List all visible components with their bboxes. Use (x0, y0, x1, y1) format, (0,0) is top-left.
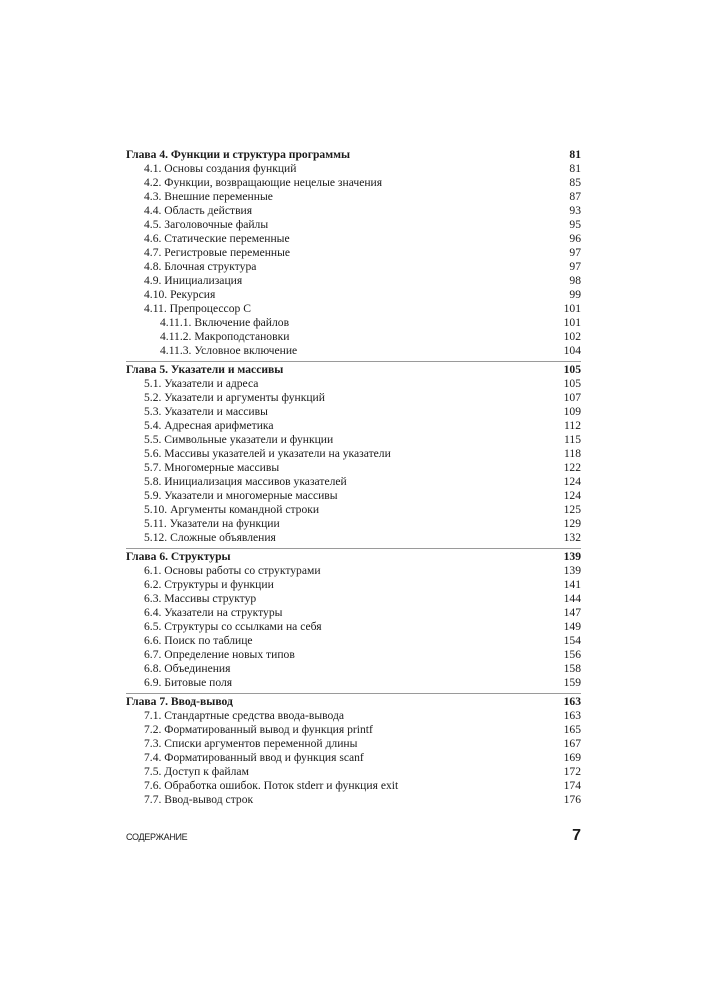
toc-entry (126, 176, 581, 190)
toc-entry-title: 4.11. Препроцессор C (144, 302, 251, 315)
toc-entry-page: 129 (563, 517, 581, 530)
toc-entry (126, 620, 581, 634)
page-number: 7 (572, 827, 581, 844)
toc-entry-title: 5.8. Инициализация массивов указателей (144, 475, 347, 488)
toc-entry-title: 6.8. Объединения (144, 662, 231, 675)
toc-entry (126, 517, 581, 531)
toc-entry-page: 144 (563, 592, 581, 605)
toc-entry-title: 4.5. Заголовочные файлы (144, 218, 269, 231)
toc-entry-title: 4.3. Внешние переменные (144, 190, 273, 203)
toc-entry-title: 5.11. Указатели на функции (144, 517, 280, 530)
toc-entry-page: 109 (563, 405, 581, 418)
toc-entry-page: 104 (563, 344, 581, 357)
toc-entry (126, 433, 581, 447)
toc-entry (126, 779, 581, 793)
toc-entry (126, 391, 581, 405)
toc-entry-title: 5.12. Сложные объявления (144, 531, 276, 544)
toc-entry (126, 246, 581, 260)
table-of-contents (126, 148, 581, 807)
toc-entry-page: 97 (569, 246, 581, 259)
toc-entry-page: 95 (569, 218, 581, 231)
toc-entry-page: 147 (563, 606, 581, 619)
toc-entry (126, 709, 581, 723)
toc-entry-title: 5.10. Аргументы командной строки (144, 503, 320, 516)
toc-entry-title: 5.6. Массивы указателей и указатели на указатели (144, 447, 391, 460)
toc-entry-page: 132 (563, 531, 581, 544)
toc-entry-title: 4.1. Основы создания функций (144, 162, 297, 175)
toc-subentry (126, 316, 581, 330)
toc-entry-title: 6.6. Поиск по таблице (144, 634, 253, 647)
toc-entry-page: 105 (563, 377, 581, 390)
toc-entry-page: 156 (563, 648, 581, 661)
toc-entry-title: 6.1. Основы работы со структурами (144, 564, 321, 577)
toc-entry-page: 107 (563, 391, 581, 404)
toc-entry-page: 97 (569, 260, 581, 273)
toc-entry (126, 447, 581, 461)
toc-entry (126, 232, 581, 246)
page-footer (126, 827, 581, 845)
chapter-heading (126, 361, 581, 377)
toc-subentry (126, 344, 581, 358)
toc-entry-title: 4.11.1. Включение файлов (160, 316, 290, 329)
toc-entry (126, 302, 581, 316)
toc-entry (126, 475, 581, 489)
toc-entry-title: 4.6. Статические переменные (144, 232, 290, 245)
toc-entry-title: 7.7. Ввод-вывод строк (144, 793, 254, 806)
toc-entry-page: 174 (563, 779, 581, 792)
toc-entry-title: 7.5. Доступ к файлам (144, 765, 249, 778)
toc-entry-page: 96 (569, 232, 581, 245)
toc-entry-page: 122 (563, 461, 581, 474)
toc-entry-title: 6.9. Битовые поля (144, 676, 233, 689)
toc-entry-page: 112 (564, 419, 581, 432)
toc-entry (126, 218, 581, 232)
toc-entry-page: 167 (563, 737, 581, 750)
toc-entry-title: 4.8. Блочная структура (144, 260, 257, 273)
chapter-title: Глава 5. Указатели и массивы (126, 363, 284, 376)
toc-entry-page: 169 (563, 751, 581, 764)
toc-entry (126, 564, 581, 578)
toc-entry (126, 737, 581, 751)
toc-entry-title: 4.7. Регистровые переменные (144, 246, 291, 259)
chapter-heading (126, 548, 581, 564)
toc-entry (126, 793, 581, 807)
toc-entry-page: 81 (569, 162, 581, 175)
toc-entry-page: 139 (563, 564, 581, 577)
toc-entry-page: 85 (569, 176, 581, 189)
toc-entry-page: 87 (569, 190, 581, 203)
chapter-heading (126, 148, 581, 162)
toc-entry-page: 125 (563, 503, 581, 516)
toc-entry-title: 5.7. Многомерные массивы (144, 461, 280, 474)
toc-entry-title: 7.6. Обработка ошибок. Поток stderr и функция exit (144, 779, 399, 792)
toc-entry-page: 99 (569, 288, 581, 301)
chapter-page: 139 (563, 550, 581, 563)
toc-entry (126, 662, 581, 676)
toc-entry-title: 5.2. Указатели и аргументы функций (144, 391, 325, 404)
toc-entry (126, 751, 581, 765)
toc-entry (126, 274, 581, 288)
toc-entry-page: 165 (563, 723, 581, 736)
toc-entry-page: 101 (563, 302, 581, 315)
toc-entry-page: 118 (564, 447, 581, 460)
toc-entry-title: 7.4. Форматированный ввод и функция scanf (144, 751, 364, 764)
toc-entry (126, 676, 581, 690)
toc-entry-title: 7.3. Списки аргументов переменной длины (144, 737, 358, 750)
toc-entry-title: 7.2. Форматированный вывод и функция printf (144, 723, 373, 736)
toc-entry-title: 4.10. Рекурсия (144, 288, 216, 301)
toc-entry-title: 5.5. Символьные указатели и функции (144, 433, 334, 446)
toc-entry (126, 489, 581, 503)
chapter-page: 81 (569, 148, 581, 161)
toc-entry (126, 578, 581, 592)
toc-entry-page: 154 (563, 634, 581, 647)
toc-entry (126, 288, 581, 302)
toc-entry-title: 5.1. Указатели и адреса (144, 377, 259, 390)
toc-entry-title: 4.4. Область действия (144, 204, 253, 217)
running-footer-title: содержание (126, 828, 188, 843)
toc-entry-title: 5.9. Указатели и многомерные массивы (144, 489, 338, 502)
chapter-title: Глава 6. Структуры (126, 550, 231, 563)
toc-entry (126, 377, 581, 391)
toc-entry-page: 141 (563, 578, 581, 591)
toc-entry (126, 606, 581, 620)
chapter-block (126, 361, 581, 545)
chapter-page: 163 (563, 695, 581, 708)
toc-subentry (126, 330, 581, 344)
toc-entry (126, 648, 581, 662)
chapter-block (126, 693, 581, 807)
toc-entry-page: 115 (564, 433, 581, 446)
toc-entry-title: 5.3. Указатели и массивы (144, 405, 268, 418)
toc-entry-page: 149 (563, 620, 581, 633)
toc-entry (126, 162, 581, 176)
toc-entry (126, 765, 581, 779)
toc-entry (126, 723, 581, 737)
chapter-title: Глава 7. Ввод-вывод (126, 695, 233, 708)
toc-entry (126, 190, 581, 204)
toc-entry-title: 4.2. Функции, возвращающие нецелые значения (144, 176, 383, 189)
toc-entry (126, 405, 581, 419)
chapter-heading (126, 693, 581, 709)
toc-entry (126, 419, 581, 433)
toc-entry-title: 6.4. Указатели на структуры (144, 606, 283, 619)
toc-entry-title: 4.9. Инициализация (144, 274, 243, 287)
toc-entry (126, 531, 581, 545)
toc-entry-title: 4.11.2. Макроподстановки (160, 330, 290, 343)
toc-entry (126, 592, 581, 606)
toc-entry-title: 6.3. Массивы структур (144, 592, 257, 605)
toc-entry-title: 6.7. Определение новых типов (144, 648, 295, 661)
toc-entry-page: 124 (563, 475, 581, 488)
toc-entry-page: 158 (563, 662, 581, 675)
toc-entry-title: 7.1. Стандартные средства ввода-вывода (144, 709, 345, 722)
chapter-title: Глава 4. Функции и структура программы (126, 148, 351, 161)
toc-entry (126, 503, 581, 517)
toc-entry (126, 204, 581, 218)
toc-entry-page: 176 (563, 793, 581, 806)
toc-entry-page: 102 (563, 330, 581, 343)
toc-entry-title: 6.2. Структуры и функции (144, 578, 274, 591)
toc-entry-page: 101 (563, 316, 581, 329)
toc-entry-title: 4.11.3. Условное включение (160, 344, 298, 357)
toc-entry (126, 260, 581, 274)
chapter-page: 105 (563, 363, 581, 376)
toc-entry-page: 98 (569, 274, 581, 287)
toc-entry-page: 172 (563, 765, 581, 778)
chapter-block (126, 148, 581, 358)
toc-entry (126, 461, 581, 475)
toc-entry (126, 634, 581, 648)
toc-entry-page: 93 (569, 204, 581, 217)
toc-entry-title: 6.5. Структуры со ссылками на себя (144, 620, 322, 633)
chapter-block (126, 548, 581, 690)
toc-entry-page: 163 (563, 709, 581, 722)
toc-entry-page: 159 (563, 676, 581, 689)
toc-entry-page: 124 (563, 489, 581, 502)
toc-entry-title: 5.4. Адресная арифметика (144, 419, 274, 432)
